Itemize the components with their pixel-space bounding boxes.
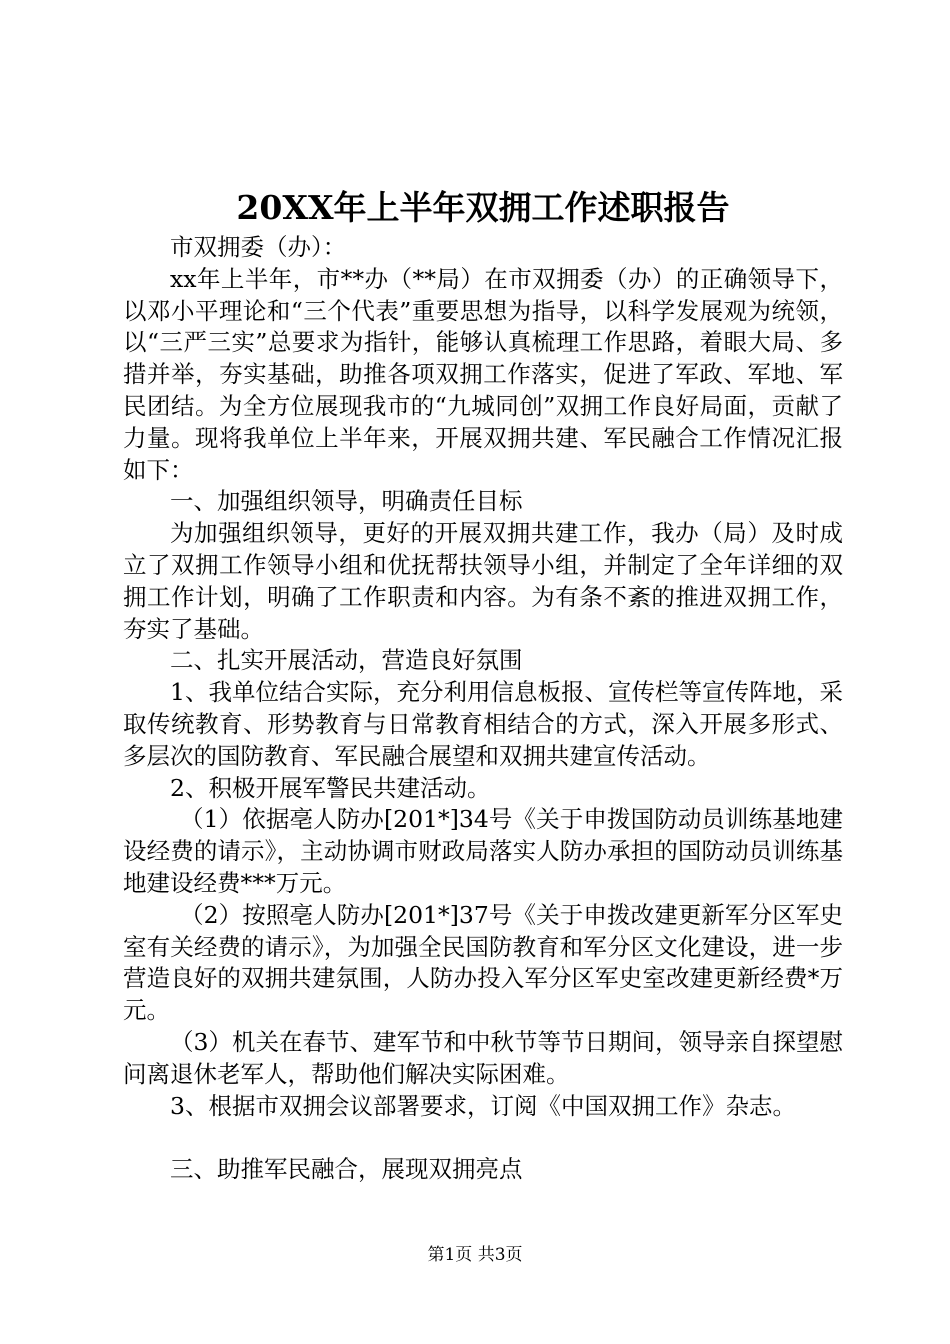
blank-line	[123, 1122, 843, 1154]
salutation: 市双拥委（办）：	[170, 233, 347, 261]
paragraph-intro: xx年上半年，市**办（**局）在市双拥委（办）的正确领导下，以邓小平理论和“三个代表”重要思想为指导，以科学发展观为统领，以“三严三实”总要求为指针，能够认真梳理工作思路，着眼大局、多措并举，夯实基础，助推各项双拥工作落实，促进了军政、军地、军民团结。为全方位展现我市的“九城同创”双拥工作良好局面，贡献了力量。现将我单位上半年来，开展双拥共建、军民融合工作情况汇报如下：	[123, 264, 843, 484]
paragraph-item-3: 3、根据市双拥会议部署要求，订阅《中国双拥工作》杂志。	[170, 1091, 796, 1120]
paragraph-subitem-1: （1）依据亳人防办[201*]34号《关于申拨国防动员训练基地建设经费的请示》，主动协调市财政局落实人防办承担的国防动员训练基地建设经费***万元。	[123, 805, 843, 897]
heading-section-1: 一、加强组织领导，明确责任目标	[170, 487, 523, 516]
document-title: 20XX年上半年双拥工作述职报告	[236, 188, 730, 227]
heading-section-2: 二、扎实开展活动，营造良好氛围	[170, 646, 523, 675]
page-footer: 第1页 共3页	[427, 1245, 523, 1265]
paragraph-item-1: 1、我单位结合实际，充分利用信息板报、宣传栏等宣传阵地，采取传统教育、形势教育与日常教育相结合的方式，深入开展多形式、多层次的国防教育、军民融合展望和双拥共建宣传活动。	[123, 678, 843, 770]
heading-section-3: 三、助推军民融合，展现双拥亮点	[170, 1155, 523, 1184]
paragraph-subitem-2: （2）按照亳人防办[201*]37号《关于申拨改建更新军分区军史室有关经费的请示》，为加强全民国防教育和军分区文化建设，进一步营造良好的双拥共建氛围，人防办投入军分区军史室改建更新经费*万元。	[123, 900, 843, 1025]
paragraph-section-1: 为加强组织领导，更好的开展双拥共建工作，我办（局）及时成立了双拥工作领导小组和优抚帮扶领导小组，并制定了全年详细的双拥工作计划，明确了工作职责和内容。为有条不紊的推进双拥工作，夯实了基础。	[123, 519, 843, 643]
document-body	[123, 232, 843, 1186]
paragraph-subitem-3: （3）机关在春节、建军节和中秋节等节日期间，领导亲自探望慰问离退休老军人，帮助他们解决实际困难。	[123, 1027, 843, 1088]
paragraph-item-2: 2、积极开展军警民共建活动。	[170, 773, 491, 802]
